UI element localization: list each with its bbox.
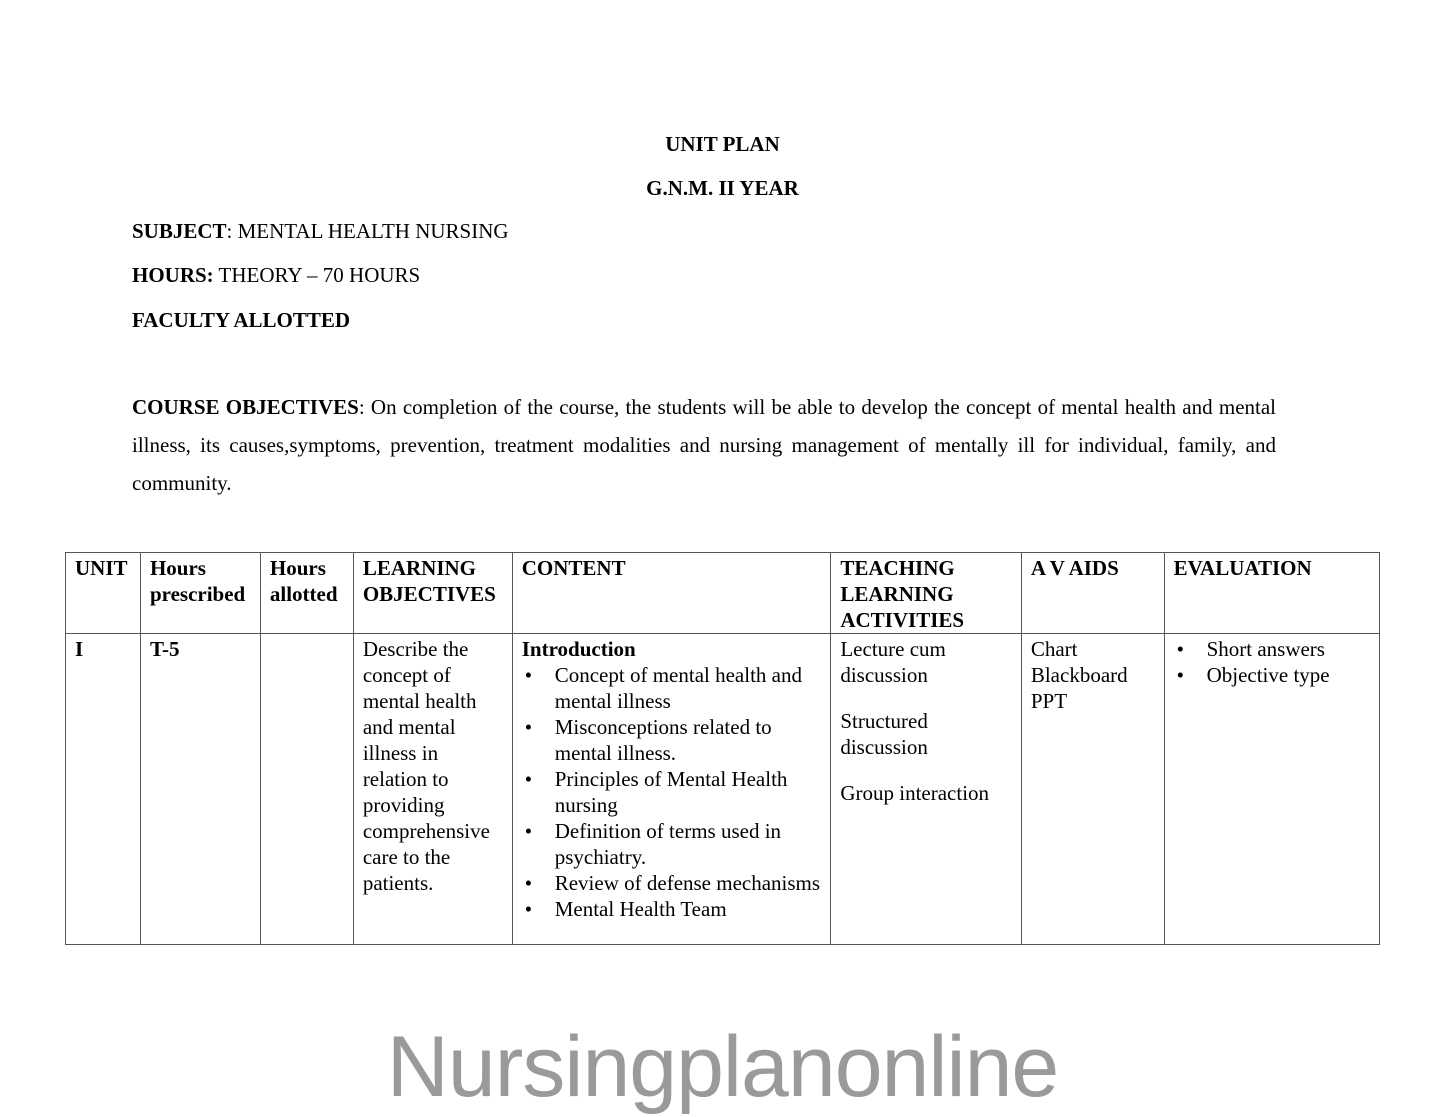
- list-item: [1174, 662, 1370, 688]
- list-item: [522, 818, 822, 870]
- list-item: [522, 896, 822, 922]
- bullet-icon: •: [524, 819, 533, 843]
- faculty-label: FACULTY ALLOTTED: [132, 308, 351, 332]
- bullet-icon: •: [1176, 637, 1184, 661]
- evaluation-list: [1174, 636, 1370, 688]
- list-item-text: Review of defense mechanisms: [554, 871, 821, 895]
- bullet-icon: •: [1176, 663, 1184, 687]
- list-item-text: Short answers: [1206, 637, 1325, 661]
- cell-evaluation: [1164, 634, 1379, 945]
- faculty-line: [132, 308, 350, 333]
- table-header-row: [66, 553, 1380, 634]
- cell-av-aids: [1021, 634, 1164, 945]
- av-aid-item: PPT: [1030, 689, 1068, 713]
- list-item-text: Definition of terms used in psychiatry.: [554, 819, 782, 869]
- bullet-icon: •: [524, 897, 533, 921]
- cell-unit: I: [66, 634, 141, 945]
- hours-value: THEORY – 70 HOURS: [213, 263, 421, 287]
- cell-teaching-activities: [831, 634, 1022, 945]
- list-item: [522, 766, 822, 818]
- header-av-aids: A V AIDS: [1021, 553, 1164, 634]
- cell-content: [512, 634, 831, 945]
- list-item-text: Objective type: [1206, 663, 1330, 687]
- table-row: [66, 634, 1380, 945]
- bullet-icon: •: [524, 663, 533, 687]
- document-title: UNIT PLAN: [665, 132, 780, 156]
- cell-hours-allotted: [260, 634, 353, 945]
- av-aid-item: Blackboard: [1030, 663, 1128, 687]
- subject-line: [132, 219, 509, 244]
- unit-plan-table: [65, 552, 1380, 945]
- hours-line: [132, 263, 420, 288]
- header-evaluation: EVALUATION: [1164, 553, 1379, 634]
- bullet-icon: •: [524, 715, 533, 739]
- list-item: [522, 870, 822, 896]
- list-item: [522, 714, 822, 766]
- course-objectives: [132, 388, 1276, 502]
- cell-learning-objectives: Describe the concept of mental health and mental illness in relation to providing comprehensive care to the patients.: [353, 634, 512, 945]
- list-item: [522, 662, 822, 714]
- objectives-text: : On completion of the course, the students will be able to develop the concept of mental health and mental illness, its causes,symptoms, prevention, treatment modalities and nursing management of mentally ill for individual, family, and community.: [132, 395, 1276, 495]
- header-unit: UNIT: [66, 553, 141, 634]
- header-content: CONTENT: [512, 553, 831, 634]
- header-teaching-activities: TEACHING LEARNING ACTIVITIES: [831, 553, 1022, 634]
- list-item-text: Mental Health Team: [554, 897, 727, 921]
- list-item-text: Misconceptions related to mental illness.: [554, 715, 772, 765]
- bullet-icon: •: [524, 871, 533, 895]
- list-item-text: Concept of mental health and mental illness: [554, 663, 802, 713]
- document-subtitle: G.N.M. II YEAR: [646, 176, 799, 200]
- hours-label: HOURS:: [132, 263, 214, 287]
- activity-item: Group interaction: [840, 781, 990, 805]
- content-heading: Introduction: [521, 637, 636, 661]
- av-aid-item: Chart: [1030, 637, 1078, 661]
- subject-label: SUBJECT: [132, 219, 227, 243]
- content-list: [522, 662, 822, 922]
- list-item: [1174, 636, 1370, 662]
- header-hours-allotted: Hours allotted: [260, 553, 353, 634]
- bullet-icon: •: [524, 767, 533, 791]
- header-learning-objectives: LEARNING OBJECTIVES: [353, 553, 512, 634]
- activity-item: Lecture cum discussion: [840, 637, 946, 687]
- objectives-label: COURSE OBJECTIVES: [132, 395, 359, 419]
- header-hours-prescribed: Hours prescribed: [140, 553, 260, 634]
- subject-value: : MENTAL HEALTH NURSING: [226, 219, 509, 243]
- cell-hours-prescribed: T-5: [140, 634, 260, 945]
- watermark: Nursingplanonline: [386, 1019, 1059, 1115]
- activity-item: Structured discussion: [840, 709, 928, 759]
- list-item-text: Principles of Mental Health nursing: [554, 767, 788, 817]
